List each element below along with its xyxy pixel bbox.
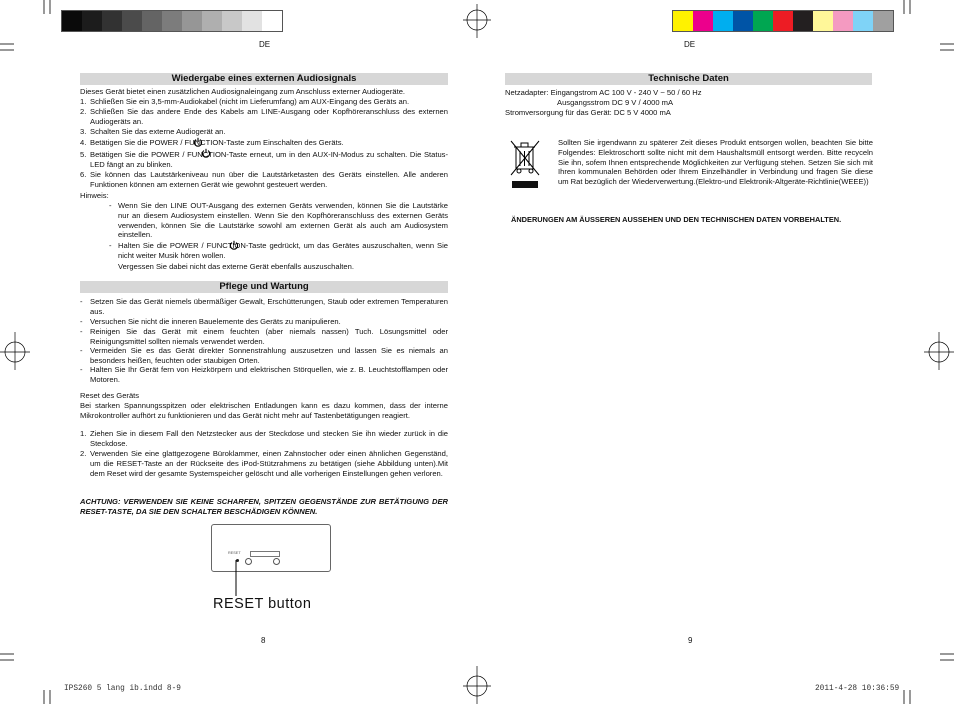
color-swatch [793, 11, 813, 31]
footer-file-info: IPS260 5 lang ib.indd 8-9 [64, 685, 181, 693]
registration-target-icon [0, 330, 30, 370]
power-icon [229, 240, 239, 250]
language-label-right: DE [684, 40, 696, 49]
warning-text: ACHTUNG: VERWENDEN SIE KEINE SCHARFEN, SPITZEN GEGENSTÄNDE ZUR BETÄTIGUNG DER RESET-TASTE, DA SIE DEN SCHALTER BESCHÄDIGEN KÖNNEN. [80, 497, 448, 516]
color-swatch [753, 11, 773, 31]
footer-timestamp: 2011-4-28 10:36:59 [815, 685, 900, 693]
audio-intro: Dieses Gerät bietet einen zusätzlichen Audiosignaleingang zum Anschluss externer Audiogeräte. [80, 87, 406, 96]
color-swatch [262, 11, 282, 31]
tech-line: Netzadapter: Eingangstrom AC 100 V - 240 V ~ 50 / 60 Hz [505, 88, 702, 97]
page-number-left: 8 [261, 636, 266, 645]
color-swatch [142, 11, 162, 31]
color-swatch [773, 11, 793, 31]
registration-target-icon [462, 4, 492, 40]
care-item: - Vermeiden Sie es das Gerät direkter Sonnenstrahlung auszusetzen und lassen Sie es niemals an besonders heißen, feuchten oder staubigen Orten. [80, 346, 448, 365]
weee-text: Sollten Sie irgendwann zu späterer Zeit dieses Produkt entsorgen wollen, beachten Sie bitte Folgendes: Elektroschortt sollte nicht mit dem Haushaltsmüll entsorgt werden. Bitte recyceln Sie ihn, sofem Ihnen entsprechende Möglichkeiten zur Verfügung stehen. Setzen Sie sich mit Ihren kommunalen Behörden oder Ihrem Einzelhändler in Verbindung und fragen Sie diese um Rat bezüglich der Wiederverwertung.(Elektro-und Elektronik-Altgeräte-Richtlinie(WEEE)) [558, 138, 873, 187]
diagram-small-label: RESET [228, 551, 241, 555]
color-swatch [182, 11, 202, 31]
power-icon [201, 148, 211, 158]
registration-target-icon [924, 330, 954, 370]
audio-step: 3. Schalten Sie das externe Audiogerät an. [80, 127, 226, 136]
section-heading-tech: Technische Daten [505, 73, 872, 85]
audio-step: 4. Betätigen Sie die POWER / FUNCTION-Taste zum Einschalten des Geräts. [80, 138, 344, 147]
color-swatch [853, 11, 873, 31]
port-slot [250, 551, 280, 557]
color-swatch [82, 11, 102, 31]
care-item: - Setzen Sie das Gerät niemels übermäßiger Gewalt, Erschütterungen, Staub oder extremen Temperaturen aus. [80, 297, 448, 316]
color-swatch [733, 11, 753, 31]
section-heading-audio: Wiedergabe eines externen Audiosignals [80, 73, 448, 85]
tech-line: Ausgangsstrom DC 9 V / 4000 mA [557, 98, 674, 107]
hint-label: Hinweis: [80, 191, 109, 200]
audio-step: 1. Schließen Sie ein 3,5-mm-Audiokabel (nicht im Lieferumfang) am AUX-Eingang des Geräts an. [80, 97, 410, 106]
crossed-bin-icon [508, 137, 542, 191]
jack-icon [273, 558, 280, 565]
color-swatch [713, 11, 733, 31]
section-heading-care: Pflege und Wartung [80, 281, 448, 293]
tech-line: Stromversorgung für das Gerät: DC 5 V 4000 mA [505, 108, 671, 117]
color-swatch [222, 11, 242, 31]
care-item: - Reinigen Sie das Gerät mit einem feuchten (aber niemals nassen) Tuch. Lösungsmittel oder Reinigungsmittel sollten niemals verwendet werden. [80, 327, 448, 346]
hint-item: - Halten Sie die POWER / FUNCTION-Taste gedrückt, um das Gerätes auszuschalten, wenn Sie nicht weiter Musik hören wollen. [109, 241, 448, 260]
color-swatch [202, 11, 222, 31]
registration-target-icon [462, 664, 492, 704]
reset-diagram [211, 524, 331, 572]
changes-notice: ÄNDERUNGEN AM ÄUSSEREN AUSSEHEN UND DEN TECHNISCHEN DATEN VORBEHALTEN. [511, 215, 842, 224]
color-swatch [122, 11, 142, 31]
grayscale-bar [61, 10, 283, 32]
pointer-line [230, 560, 250, 600]
color-swatch [242, 11, 262, 31]
color-swatch [873, 11, 893, 31]
color-swatch [62, 11, 82, 31]
hint-item: Vergessen Sie dabei nicht das externe Gerät ebenfalls auszuschalten. [118, 262, 354, 271]
reset-title: Reset des Geräts [80, 391, 140, 400]
audio-step: 6. Sie können das Lautstärkeniveau nun über die Lautstärketasten des Geräts einstellen. Alle anderen Funktionen können am externen Gerät wie gewohnt gesteuert werden. [80, 170, 448, 189]
color-swatch [833, 11, 853, 31]
color-swatch [813, 11, 833, 31]
color-swatch [102, 11, 122, 31]
reset-text: Bei starken Spannungsspitzen oder elektrischen Entladungen kann es dazu kommen, dass der interne Mikrokontroller aufhört zu funktionieren und das Gerät nicht mehr auf Tastenbetätigungen reagiert. [80, 401, 448, 420]
hint-item: - Wenn Sie den LINE OUT-Ausgang des externen Geräts verwenden, können Sie die Lautstärke nur an diesem Audiosystem einstellen. Wenn Sie den Kopfhöreranschluss des externen Geräts verwenden, können Sie die Lautstärke sowohl am externen Gerät als auch am Audiosystem einstellen. [109, 201, 448, 240]
care-item: - Halten Sie Ihr Gerät fern von Heizkörpern und elektrischen Störquellen, wie z. B. Leuchtstofflampen oder Motoren. [80, 365, 448, 384]
care-item: - Versuchen Sie nicht die inneren Bauelemente des Geräts zu manipulieren. [80, 317, 341, 326]
language-label-left: DE [259, 40, 271, 49]
audio-step: 2. Schließen Sie das andere Ende des Kabels am LINE-Ausgang oder Kopfhöreranschluss des externen Audiogeräts an. [80, 107, 448, 126]
color-swatch [673, 11, 693, 31]
color-swatch [693, 11, 713, 31]
page-number-right: 9 [688, 636, 693, 645]
reset-step: 1. Ziehen Sie in diesem Fall den Netzstecker aus der Steckdose und stecken Sie ihn wieder zurück in die Steckdose. [80, 429, 448, 448]
reset-step: 2. Verwenden Sie eine glattgezogene Büroklammer, einen Zahnstocher oder einen ähnlichen Gegenständ, um die RESET-Taste an der Rückseite des iPod-Stützrahmens zu betätigen (siehe Abbildung unten).Mit dem Reset wird der gesamte Systemspeicher gelöscht und alle vorherigen Einstellungen gehen verloren. [80, 449, 448, 478]
audio-step: 5. Betätigen Sie die POWER / FUNCTION-Taste erneut, um in den AUX-IN-Modus zu schalten. Die Status-LED fängt an zu blinken. [80, 150, 448, 169]
color-swatch [162, 11, 182, 31]
reset-button-caption: RESET button [213, 596, 312, 612]
power-icon [193, 137, 203, 147]
color-bar [672, 10, 894, 32]
